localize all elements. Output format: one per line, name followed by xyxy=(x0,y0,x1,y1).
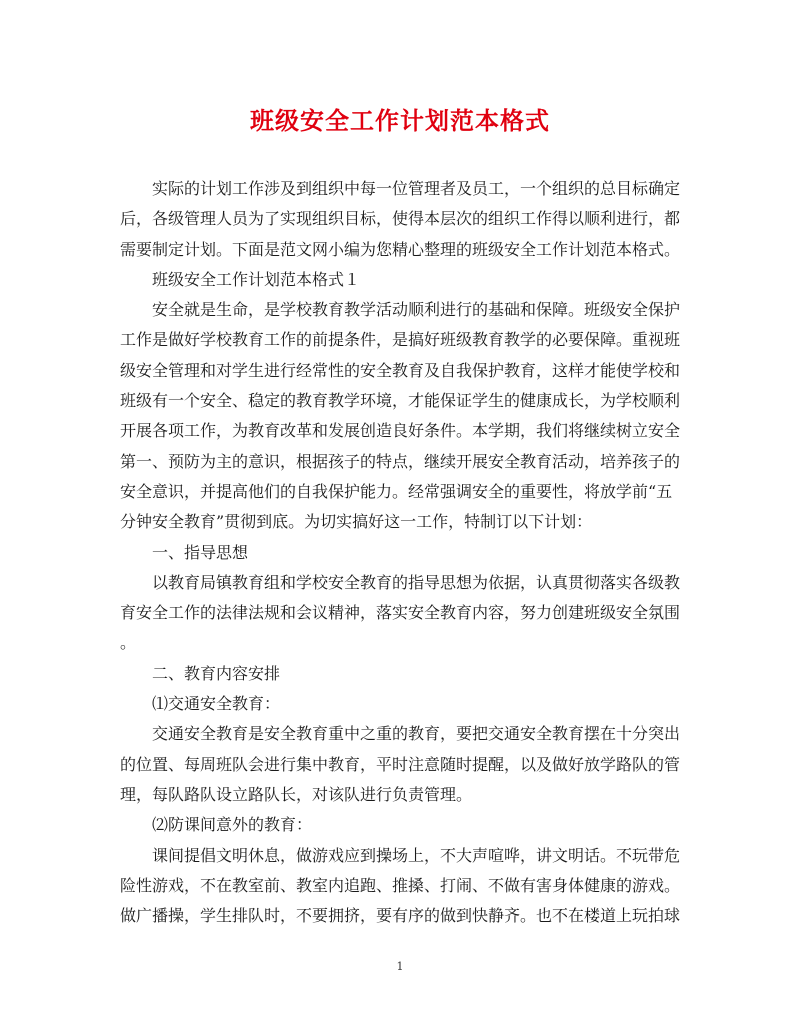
text-line: 分钟安全教育”贯彻到底。为切实搞好这一工作，特制订以下计划： xyxy=(120,512,593,532)
document-body xyxy=(120,174,682,931)
section-heading: 一、指导思想 xyxy=(152,542,249,562)
text-line: 第一、预防为主的意识，根据孩子的特点，继续开展安全教育活动，培养孩子的 xyxy=(120,451,681,471)
text-line: 理，每队路队设立路队长，对该队进行负责管理。 xyxy=(120,784,473,804)
text-line: 育安全工作的法律法规和会议精神，落实安全教育内容，努力创建班级安全氛围 xyxy=(120,603,681,623)
text-line: 班级有一个安全、稳定的教育教学环境，才能保证学生的健康成长，为学校顺利 xyxy=(120,391,681,411)
text-line: 工作是做好学校教育工作的前提条件，是搞好班级教育教学的必要保障。重视班 xyxy=(120,330,681,350)
text-line: 以教育局镇教育组和学校安全教育的指导思想为依据，认真贯彻落实各级教 xyxy=(152,572,681,592)
text-line: 险性游戏，不在教室前、教室内追跑、推搡、打闹、不做有害身体健康的游戏。 xyxy=(120,875,681,895)
text-line: 交通安全教育是安全教育重中之重的教育，要把交通安全教育摆在十分突出 xyxy=(152,724,681,744)
text-line: 需要制定计划。下面是范文网小编为您精心整理的班级安全工作计划范本格式。 xyxy=(120,239,681,259)
section-heading: 班级安全工作计划范本格式１ xyxy=(152,269,361,289)
text-line: 安全意识，并提高他们的自我保护能力。经常强调安全的重要性，将放学前“五 xyxy=(120,481,673,501)
document-title: 班级安全工作计划范本格式 xyxy=(250,106,550,135)
subsection-heading: ⑵防课间意外的教育： xyxy=(152,815,313,835)
section-heading: 二、教育内容安排 xyxy=(152,663,281,683)
text-line: 做广播操，学生排队时，不要拥挤，要有序的做到快静齐。也不在楼道上玩拍球 xyxy=(120,906,681,926)
text-line: 的位置、每周班队会进行集中教育，平时注意随时提醒，以及做好放学路队的管 xyxy=(120,754,681,774)
text-line: 。 xyxy=(120,633,137,653)
text-line: 安全就是生命，是学校教育教学活动顺利进行的基础和保障。班级安全保护 xyxy=(152,300,681,320)
subsection-heading: ⑴交通安全教育： xyxy=(152,694,281,714)
page-number: 1 xyxy=(396,960,404,973)
text-line: 级安全管理和对学生进行经常性的安全教育及自我保护教育，这样才能使学校和 xyxy=(120,360,681,380)
text-line: 后，各级管理人员为了实现组织目标，使得本层次的组织工作得以顺利进行，都 xyxy=(120,209,681,229)
text-line: 开展各项工作，为教育改革和发展创造良好条件。本学期，我们将继续树立安全 xyxy=(120,421,681,441)
text-line: 实际的计划工作涉及到组织中每一位管理者及员工，一个组织的总目标确定 xyxy=(152,179,681,198)
text-line: 课间提倡文明休息，做游戏应到操场上，不大声喧哗，讲文明话。不玩带危 xyxy=(152,845,681,865)
